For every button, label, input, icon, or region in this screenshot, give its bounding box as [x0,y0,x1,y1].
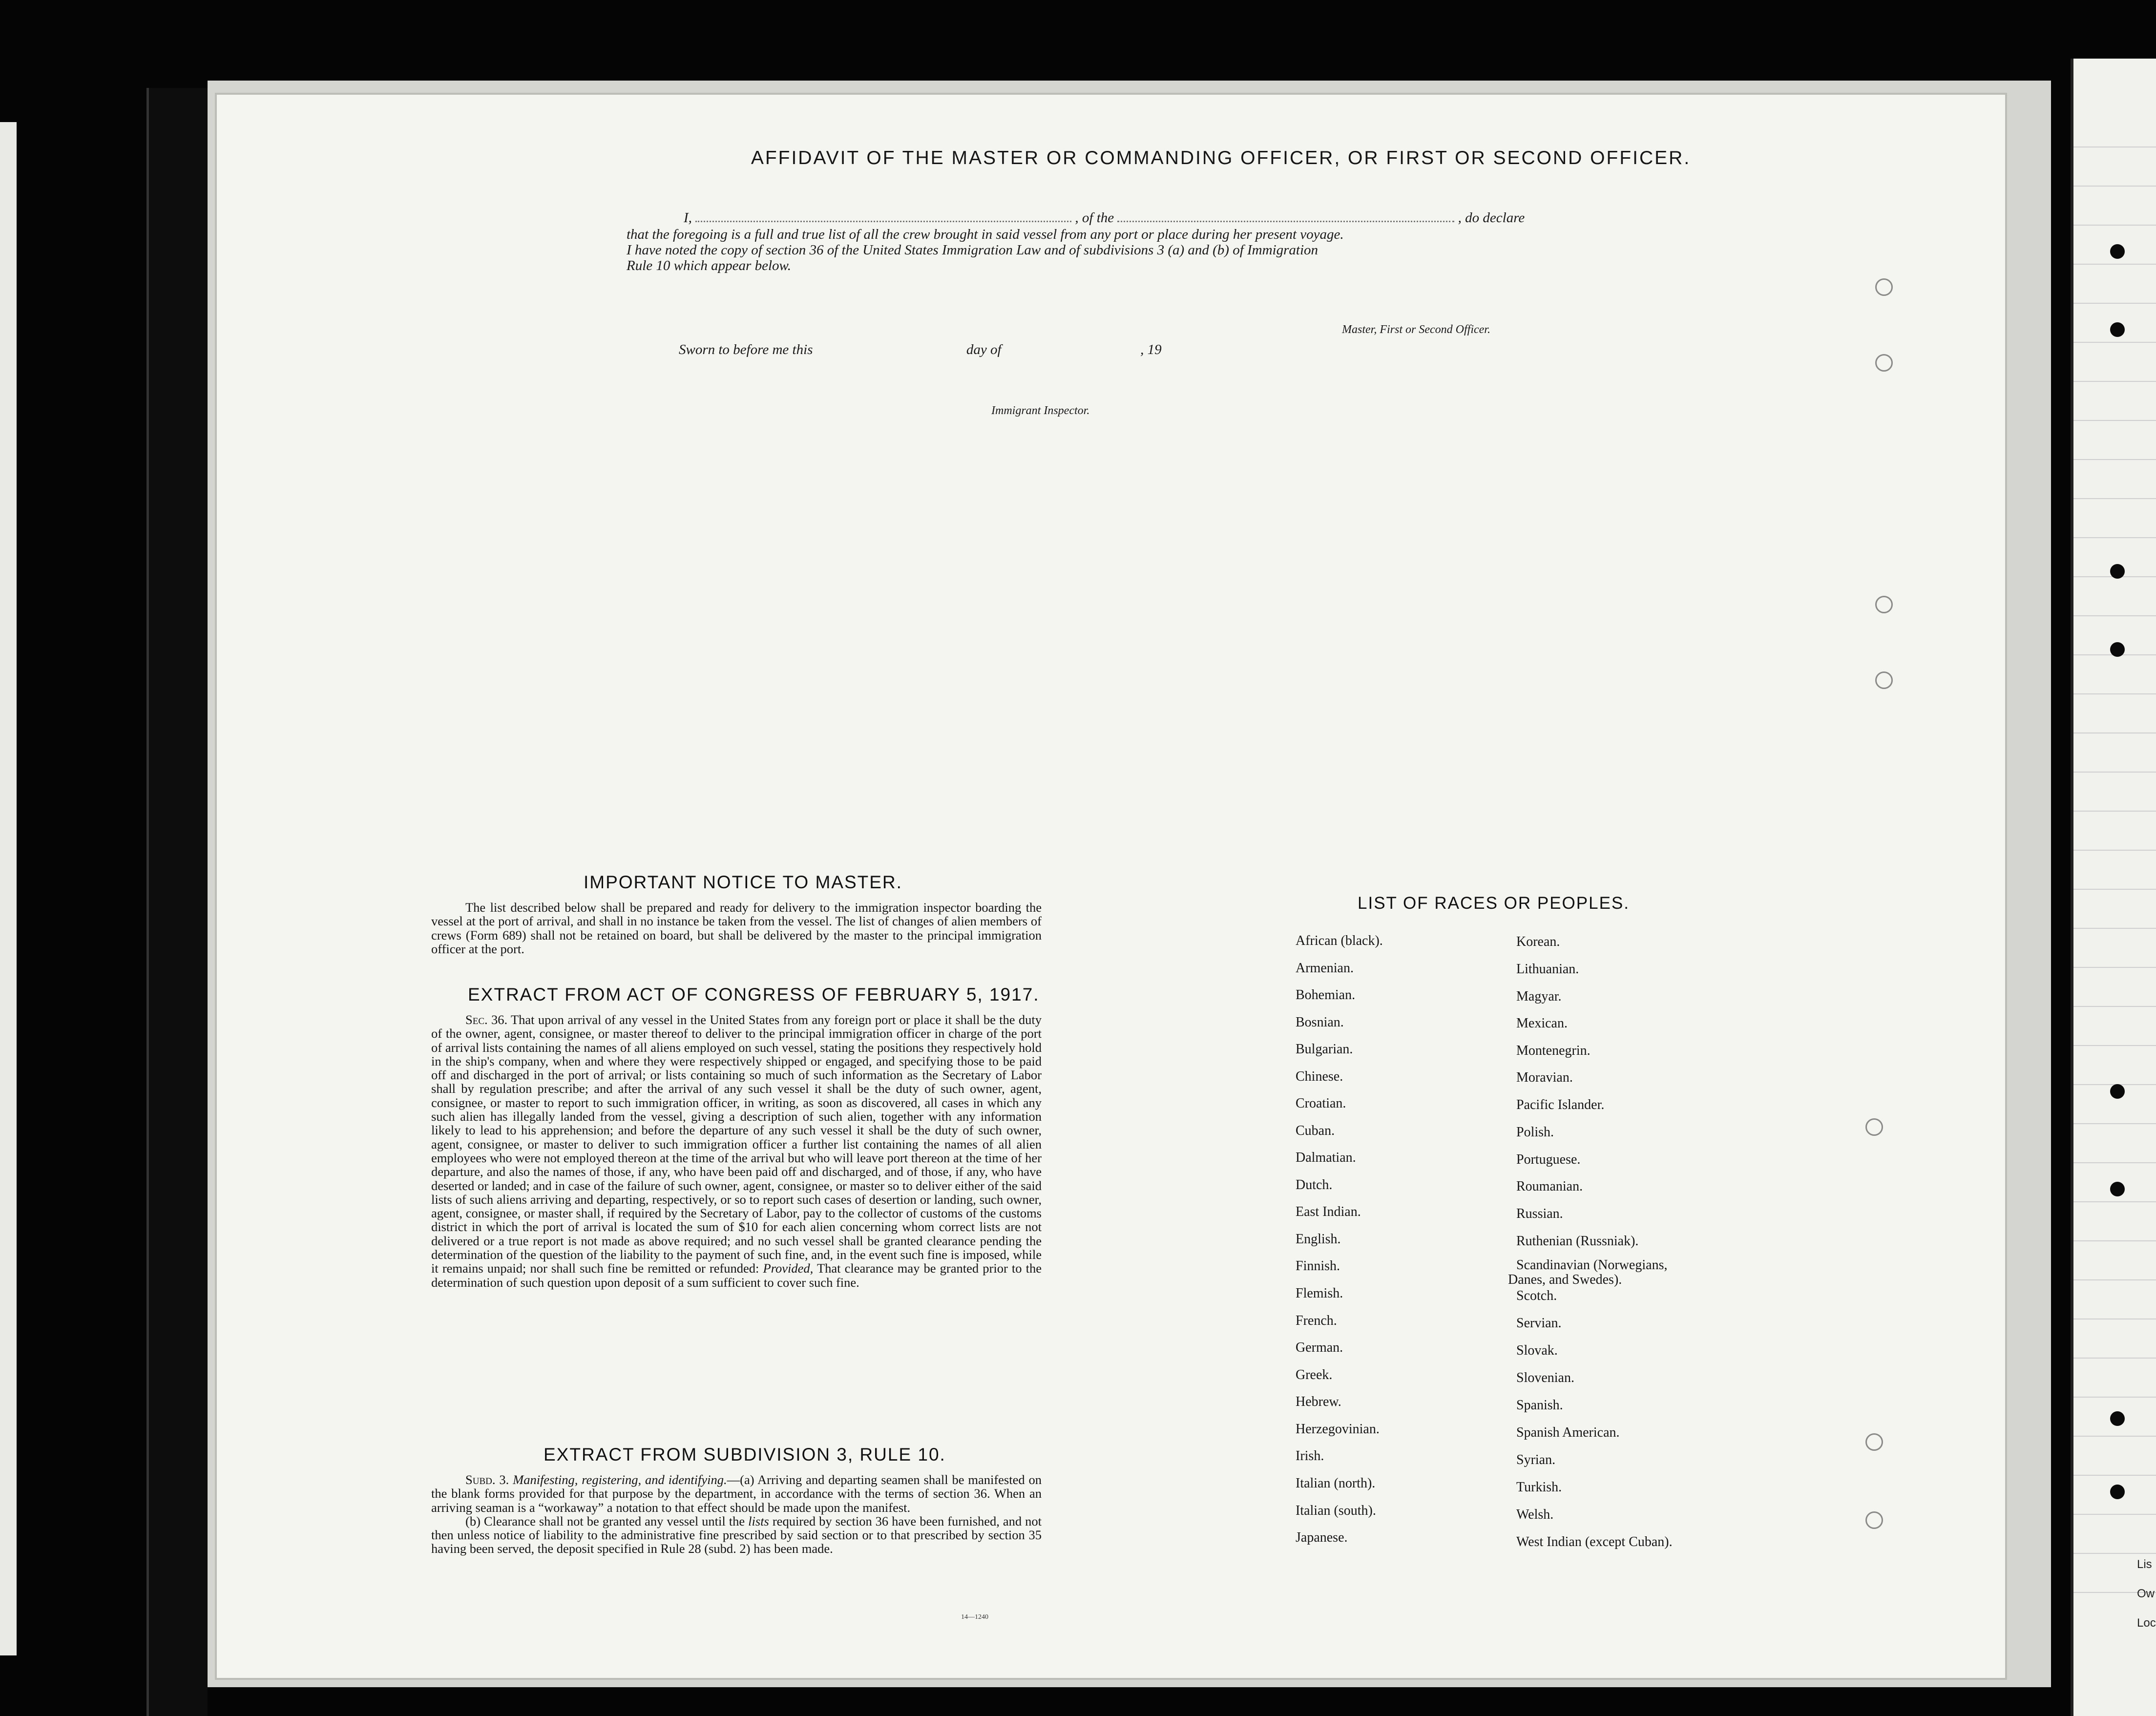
part-b-label: (b) [465,1513,481,1528]
inspector-signature-label: Immigrant Inspector. [991,404,1090,417]
sworn-line [679,342,1162,358]
race-item: Japanese. [1296,1530,1348,1545]
binder-ring [1875,671,1893,689]
race-item: Dalmatian. [1296,1150,1356,1165]
race-item: Flemish. [1296,1286,1343,1301]
race-item: Portuguese. [1516,1152,1581,1167]
affidavit-i: I, [684,210,692,226]
race-item: Magyar. [1516,989,1562,1004]
act-extract-text [431,1013,1042,1289]
section-36-body: That upon arrival of any vessel in the United States from any foreign port or place it shall be the duty of the owner, agent, consignee, or master thereof to deliver to the principal immigration officer in charge of the port of arrival lists containing the names of all aliens employed on such vessel, stating the positions they respectively hold in the ship's company, when and where they were respectively shipped or engaged, and specifying those to be paid off and discharged in the port of arrival; or lists containing so much of such information as the Secretary of Labor shall by regulation prescribe; and after the arrival of any such vessel it shall be the duty of such owner, agent, consignee, or master to report to such immigration officer, in writing, as soon as discovered, all cases in which any such alien has illegally landed from the vessel, giving a description of such alien, together with any information likely to lead to his apprehension; and before the departure of any such vessel it shall be the duty of such owner, agent, consignee, or master to deliver to such immigration officer a further list containing the names of all alien employees who were not employed thereon at the time of the arrival but who will leave port thereon at the time of her departure, and also the names of those, if any, who have been paid off and discharged, and of those, if any, who have deserted or landed; and in case of the failure of such owner, agent, consignee, or master so to deliver either of the said lists of such aliens arriving and departing, respectively, or so to report such cases of desertion or landing, such owner, agent, consignee, or master shall, if required by the Secretary of Labor, pay to the collector of customs of the customs district in which the port of arrival is located the sum of $10 for each alien concerning whom correct lists are not delivered or a true report is not made as above required; and no such vessel shall be granted clearance pending the determination of the question of the liability to the payment of such fine, and, in the event such fine is imposed, while it remains unpaid; nor shall such fine be remitted or refunded: [431,1012,1042,1276]
notice-body: The list described below shall be prepared and ready for delivery to the immigration inspector boarding the vessel at the port of arrival, and shall in no instance be taken from the vessel. The list of changes of alien members of crews (Form 689) shall not be retained on board, but shall be delivered by the master to the principal immigration officer at the port. [431,900,1042,956]
race-item: Syrian. [1516,1452,1556,1467]
affidavit-line-1 [684,210,1525,226]
fragment-text: Lis [2137,1558,2152,1571]
vessel-blank [1117,221,1454,222]
race-item: Bosnian. [1296,1015,1344,1030]
race-item: Russian. [1516,1206,1563,1221]
race-item: Polish. [1516,1125,1554,1140]
affidavit-do-declare: , do declare [1458,210,1525,226]
race-item: Italian (north). [1296,1476,1376,1491]
part-b-body-1: Clearance shall not be granted any vessel until the [483,1513,745,1528]
race-item: Slovenian. [1516,1370,1574,1385]
race-item: Danes, and Swedes). [1508,1272,1622,1287]
punch-hole [2110,1411,2125,1426]
race-item: Roumanian. [1516,1179,1583,1194]
form-number: 14—1240 [961,1613,988,1621]
race-item: French. [1296,1313,1337,1328]
race-item: Finnish. [1296,1258,1340,1274]
year-text: , 19 [1140,342,1162,357]
fragment-text: Loc [2137,1616,2156,1630]
lists-word: lists [748,1513,769,1528]
section-36-end: That clearance may be granted prior to the determination of such question upon deposit of a sum sufficient to cover such fine. [431,1261,1042,1290]
provided-word: Provided, [763,1261,814,1276]
race-item: Bulgarian. [1296,1042,1353,1057]
race-item: Mexican. [1516,1016,1568,1031]
affidavit-line-2: that the foregoing is a full and true list of all the crew brought in said vessel from any port or place during her present voyage. [627,227,1344,242]
race-item: Slovak. [1516,1343,1558,1358]
race-item: Dutch. [1296,1177,1333,1193]
part-a-label: —(a) [727,1472,754,1487]
race-item: Scandinavian (Norwegians, [1516,1257,1668,1273]
part-a-body: Arriving and departing seamen shall be manifested on the blank forms provided for that purpose by the department, in accordance with the terms of section 36. When an arriving seaman is a “workaway” a notation to that effect should be made upon the manifest. [431,1472,1042,1515]
punch-hole [2110,322,2125,337]
affidavit-of-the: , of the [1075,210,1114,226]
race-item: African (black). [1296,933,1383,948]
race-item: Korean. [1516,934,1560,949]
race-item: Scotch. [1516,1288,1557,1303]
race-item: Cuban. [1296,1123,1335,1138]
binder-ring [1865,1118,1883,1136]
punch-hole [2110,642,2125,657]
race-item: Croatian. [1296,1096,1346,1111]
rule-extract-title: EXTRACT FROM SUBDIVISION 3, RULE 10. [544,1444,946,1465]
part-b-body-2: required by section 36 have been furnished, and not then unless notice of liability to the administrative fine prescribed by said section or to that prescribed by section 35 having been served, the deposit specified in Rule 28 (subd. 2) has been made. [431,1513,1042,1556]
race-item: Herzegovinian. [1296,1422,1380,1437]
master-signature-label: Master, First or Second Officer. [1342,323,1490,336]
race-item: Hebrew. [1296,1394,1341,1409]
binder-ring [1875,354,1893,372]
manifest-page [215,93,2007,1680]
race-item: Servian. [1516,1316,1562,1331]
race-item: Ruthenian (Russniak). [1516,1234,1639,1249]
subdivision-heading: Manifesting, registering, and identifying. [513,1472,727,1487]
race-item: East Indian. [1296,1204,1361,1219]
race-item: Greek. [1296,1367,1333,1382]
fragment-text: Ow [2137,1587,2155,1600]
notice-text [431,900,1042,956]
name-blank [695,221,1071,222]
affidavit-line-3: I have noted the copy of section 36 of the United States Immigration Law and of subdivisions 3 (a) and (b) of Immigration [627,242,1319,258]
rule-extract-text [431,1473,1042,1556]
race-item: West Indian (except Cuban). [1516,1534,1673,1549]
adjacent-page-left [0,122,17,1655]
subdivision-label: Subd. 3. [465,1472,509,1487]
race-item: Chinese. [1296,1069,1343,1084]
race-item: German. [1296,1340,1343,1355]
notice-title: IMPORTANT NOTICE TO MASTER. [584,872,902,892]
punch-hole [2110,564,2125,579]
day-of-text: day of [966,342,1002,357]
binder-edge [147,88,208,1716]
race-item: Bohemian. [1296,987,1356,1003]
race-item: Pacific Islander. [1516,1097,1605,1112]
race-item: Spanish. [1516,1398,1563,1413]
binder-ring [1865,1433,1883,1451]
race-item: Irish. [1296,1448,1324,1464]
race-item: Spanish American. [1516,1425,1620,1440]
affidavit-line-4: Rule 10 which appear below. [627,258,791,273]
act-extract-title: EXTRACT FROM ACT OF CONGRESS OF FEBRUARY 5, 1917. [468,984,1040,1004]
section-label: Sec. 36. [465,1012,508,1027]
affidavit-title: AFFIDAVIT OF THE MASTER OR COMMANDING OFFICER, OR FIRST OR SECOND OFFICER. [751,147,1691,168]
binder-ring [1875,278,1893,296]
races-title: LIST OF RACES OR PEOPLES. [1358,894,1630,913]
race-item: Lithuanian. [1516,962,1579,977]
race-item: Moravian. [1516,1070,1573,1085]
race-item: Welsh. [1516,1507,1554,1522]
punch-hole [2110,1084,2125,1099]
punch-hole [2110,244,2125,259]
race-item: English. [1296,1232,1341,1247]
adjacent-page-right [2071,59,2156,1716]
binder-ring [1865,1511,1883,1529]
punch-hole [2110,1182,2125,1196]
punch-hole [2110,1485,2125,1499]
sworn-text: Sworn to before me this [679,342,813,357]
race-item: Montenegrin. [1516,1043,1591,1058]
binder-ring [1875,596,1893,613]
race-item: Turkish. [1516,1480,1562,1495]
race-item: Armenian. [1296,961,1354,976]
race-item: Italian (south). [1296,1503,1376,1518]
